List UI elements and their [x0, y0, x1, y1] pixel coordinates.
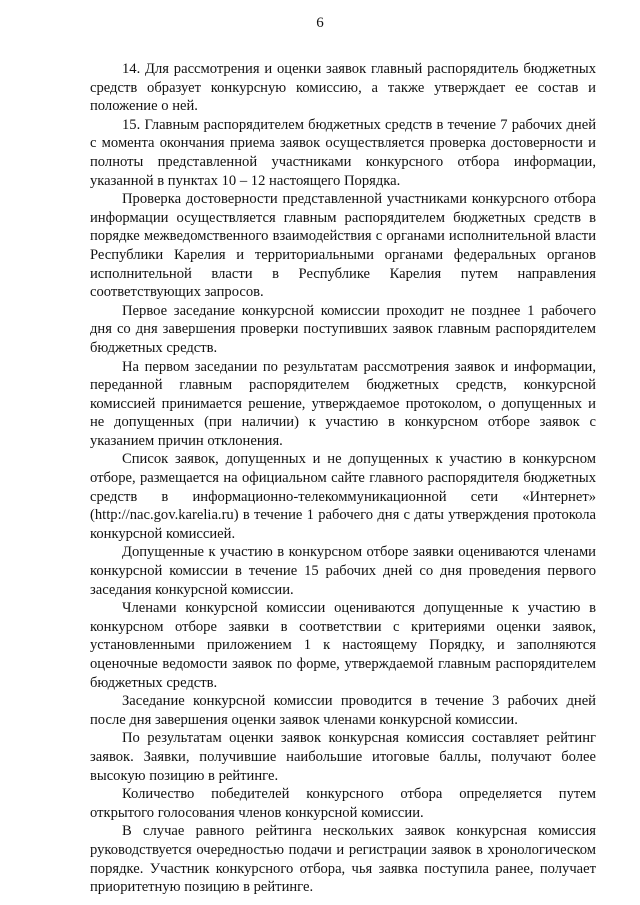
paragraph: Первое заседание конкурсной комиссии проходит не позднее 1 рабочего дня со дня завершения проверки поступивших заявок главным распорядителем бюджетных средств.	[90, 302, 596, 356]
document-body	[90, 60, 596, 897]
paragraph: 15. Главным распорядителем бюджетных средств в течение 7 рабочих дней с момента окончания приема заявок осуществляется проверка достоверности и полноты представленной участниками конкурсного отбора информации, указанной в пунктах 10 – 12 настоящего Порядка.	[90, 116, 596, 189]
paragraph: 14. Для рассмотрения и оценки заявок главный распорядитель бюджетных средств образует конкурсную комиссию, а также утверждает ее состав и положение о ней.	[90, 61, 596, 115]
paragraph: Проверка достоверности представленной участниками конкурсного отбора информации осуществляется главным распорядителем бюджетных средств в порядке межведомственного взаимодействия с органами исполнительной власти Республики Карелия и территориальными органами федеральных органов исполнительной власти в Республике Карелия путем направления соответствующих запросов.	[90, 191, 596, 301]
paragraph: Список заявок, допущенных и не допущенных к участию в конкурсном отборе, размещается на официальном сайте главного распорядителя бюджетных средств в информационно-телекоммуникационной сети «Интернет» (http://nac.gov.karelia.ru) в течение 1 рабочего дня с даты утверждения протокола конкурсной комиссией.	[90, 451, 596, 542]
paragraph: Заседание конкурсной комиссии проводится в течение 3 рабочих дней после дня завершения оценки заявок членами конкурсной комиссии.	[90, 693, 596, 728]
paragraph: Допущенные к участию в конкурсном отборе заявки оцениваются членами конкурсной комиссии в течение 15 рабочих дней со дня проведения первого заседания конкурсной комиссии.	[90, 544, 596, 598]
paragraph: Членами конкурсной комиссии оцениваются допущенные к участию в конкурсном отборе заявки в соответствии с критериями оценки заявок, установленными приложением 1 к настоящему Порядку, и заполняются оценочные ведомости заявок по форме, утверждаемой главным распорядителем бюджетных средств.	[90, 600, 596, 691]
paragraph: В случае равного рейтинга нескольких заявок конкурсная комиссия руководствуется очередностью подачи и регистрации заявок в хронологическом порядке. Участник конкурсного отбора, чья заявка поступила ранее, получает приоритетную позицию в рейтинге.	[90, 823, 596, 896]
paragraph: На первом заседании по результатам рассмотрения заявок и информации, переданной главным распорядителем бюджетных средств, конкурсной комиссией принимается решение, утверждаемое протоколом, о допущенных и не допущенных (при наличии) к участию в конкурсном отборе заявок с указанием причин отклонения.	[90, 358, 596, 449]
paragraph: По результатам оценки заявок конкурсная комиссия составляет рейтинг заявок. Заявки, получившие наибольшие итоговые баллы, получают более высокую позицию в рейтинге.	[90, 730, 596, 784]
page-number: 6	[316, 15, 324, 31]
paragraph: Количество победителей конкурсного отбора определяется путем открытого голосования членов конкурсной комиссии.	[90, 786, 596, 821]
